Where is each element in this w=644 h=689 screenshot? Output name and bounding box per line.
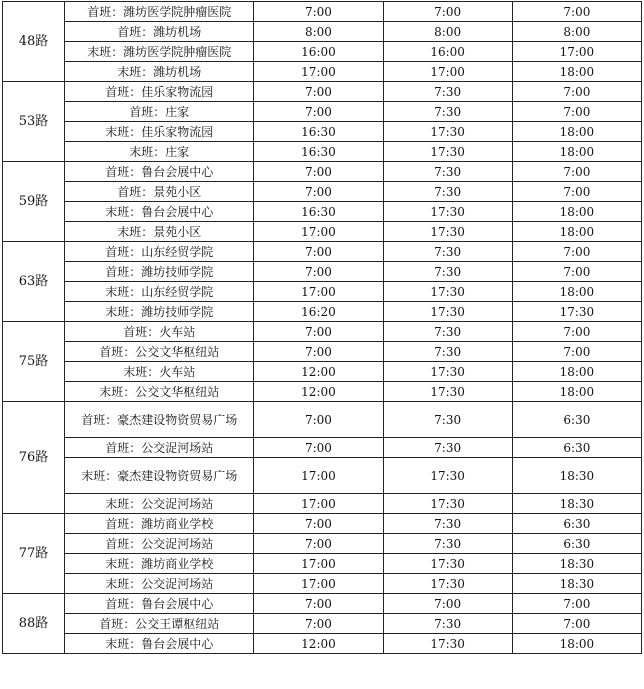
table-row [3, 282, 642, 302]
time-col-3: 18:00 [512, 282, 641, 302]
time-col-3: 18:00 [512, 62, 641, 82]
time-col-3: 18:30 [512, 554, 641, 574]
time-col-1: 7:00 [254, 182, 383, 202]
table-row [3, 102, 642, 122]
table-row [3, 514, 642, 534]
time-col-2: 17:30 [383, 554, 512, 574]
time-col-1: 16:00 [254, 42, 383, 62]
time-col-2: 16:00 [383, 42, 512, 62]
time-col-3: 7:00 [512, 594, 641, 614]
schedule-body [3, 2, 642, 654]
time-col-3: 18:00 [512, 122, 641, 142]
table-row [3, 362, 642, 382]
table-row [3, 594, 642, 614]
time-col-1: 16:30 [254, 142, 383, 162]
time-col-2: 17:30 [383, 302, 512, 322]
time-col-3: 17:30 [512, 302, 641, 322]
route-number: 59路 [3, 162, 65, 242]
time-col-2: 7:30 [383, 514, 512, 534]
table-row [3, 494, 642, 514]
time-col-3: 7:00 [512, 614, 641, 634]
table-row [3, 22, 642, 42]
time-col-3: 18:00 [512, 362, 641, 382]
table-row [3, 242, 642, 262]
time-col-1: 7:00 [254, 614, 383, 634]
stop-name: 首班：景苑小区 [65, 182, 254, 202]
stop-name: 首班：公交王谭枢纽站 [65, 614, 254, 634]
stop-name: 末班：公交浞河场站 [65, 494, 254, 514]
time-col-1: 7:00 [254, 322, 383, 342]
table-row [3, 534, 642, 554]
time-col-1: 7:00 [254, 438, 383, 458]
time-col-3: 6:30 [512, 438, 641, 458]
time-col-1: 12:00 [254, 362, 383, 382]
time-col-2: 7:30 [383, 438, 512, 458]
stop-name: 末班：公交浞河场站 [65, 574, 254, 594]
time-col-3: 7:00 [512, 162, 641, 182]
time-col-3: 18:00 [512, 202, 641, 222]
time-col-2: 17:30 [383, 282, 512, 302]
time-col-1: 7:00 [254, 82, 383, 102]
route-number: 76路 [3, 402, 65, 514]
table-row [3, 302, 642, 322]
table-row [3, 402, 642, 438]
table-row [3, 62, 642, 82]
table-row [3, 458, 642, 494]
time-col-1: 16:30 [254, 122, 383, 142]
time-col-3: 18:00 [512, 634, 641, 654]
time-col-1: 17:00 [254, 494, 383, 514]
time-col-3: 7:00 [512, 102, 641, 122]
time-col-1: 7:00 [254, 242, 383, 262]
time-col-1: 7:00 [254, 402, 383, 438]
stop-name: 末班：潍坊机场 [65, 62, 254, 82]
time-col-1: 7:00 [254, 342, 383, 362]
time-col-1: 7:00 [254, 262, 383, 282]
time-col-1: 17:00 [254, 222, 383, 242]
time-col-2: 7:30 [383, 162, 512, 182]
time-col-3: 6:30 [512, 534, 641, 554]
time-col-2: 17:30 [383, 634, 512, 654]
table-row [3, 382, 642, 402]
time-col-1: 17:00 [254, 62, 383, 82]
stop-name: 首班：潍坊医学院肿瘤医院 [65, 2, 254, 22]
stop-name: 首班：公交浞河场站 [65, 534, 254, 554]
time-col-3: 7:00 [512, 182, 641, 202]
time-col-2: 7:30 [383, 402, 512, 438]
stop-name: 末班：佳乐家物流园 [65, 122, 254, 142]
time-col-1: 7:00 [254, 514, 383, 534]
time-col-3: 7:00 [512, 262, 641, 282]
time-col-2: 17:30 [383, 494, 512, 514]
stop-name: 首班：鲁台会展中心 [65, 594, 254, 614]
time-col-2: 7:30 [383, 322, 512, 342]
time-col-1: 17:00 [254, 282, 383, 302]
route-number: 63路 [3, 242, 65, 322]
time-col-3: 7:00 [512, 2, 641, 22]
stop-name: 首班：庄家 [65, 102, 254, 122]
table-row [3, 342, 642, 362]
table-row [3, 162, 642, 182]
stop-name: 首班：潍坊技师学院 [65, 262, 254, 282]
time-col-2: 8:00 [383, 22, 512, 42]
time-col-3: 18:00 [512, 382, 641, 402]
time-col-2: 17:30 [383, 202, 512, 222]
time-col-2: 7:00 [383, 2, 512, 22]
stop-name: 首班：鲁台会展中心 [65, 162, 254, 182]
time-col-3: 7:00 [512, 322, 641, 342]
stop-name: 首班：佳乐家物流园 [65, 82, 254, 102]
table-row [3, 574, 642, 594]
stop-name: 末班：鲁台会展中心 [65, 202, 254, 222]
stop-name: 首班：公交文华枢纽站 [65, 342, 254, 362]
stop-name: 首班：公交浞河场站 [65, 438, 254, 458]
time-col-3: 18:30 [512, 494, 641, 514]
stop-name: 末班：潍坊商业学校 [65, 554, 254, 574]
time-col-3: 18:00 [512, 222, 641, 242]
time-col-2: 17:30 [383, 362, 512, 382]
time-col-2: 17:30 [383, 382, 512, 402]
time-col-2: 7:30 [383, 82, 512, 102]
time-col-2: 17:30 [383, 222, 512, 242]
time-col-3: 7:00 [512, 82, 641, 102]
time-col-1: 17:00 [254, 574, 383, 594]
table-row [3, 142, 642, 162]
time-col-2: 7:30 [383, 342, 512, 362]
table-row [3, 634, 642, 654]
time-col-1: 12:00 [254, 382, 383, 402]
stop-name: 末班：火车站 [65, 362, 254, 382]
route-number: 48路 [3, 2, 65, 82]
stop-name: 末班：庄家 [65, 142, 254, 162]
time-col-2: 17:30 [383, 574, 512, 594]
route-number: 75路 [3, 322, 65, 402]
time-col-1: 8:00 [254, 22, 383, 42]
time-col-2: 7:30 [383, 242, 512, 262]
time-col-2: 7:30 [383, 102, 512, 122]
time-col-3: 7:00 [512, 342, 641, 362]
table-row [3, 2, 642, 22]
time-col-3: 18:00 [512, 142, 641, 162]
stop-name: 末班：潍坊技师学院 [65, 302, 254, 322]
table-row [3, 262, 642, 282]
time-col-1: 16:20 [254, 302, 383, 322]
time-col-1: 7:00 [254, 162, 383, 182]
stop-name: 末班：景苑小区 [65, 222, 254, 242]
time-col-2: 7:30 [383, 182, 512, 202]
time-col-2: 7:30 [383, 262, 512, 282]
table-row [3, 202, 642, 222]
stop-name: 首班：潍坊商业学校 [65, 514, 254, 534]
time-col-1: 17:00 [254, 458, 383, 494]
time-col-3: 7:00 [512, 242, 641, 262]
time-col-2: 17:30 [383, 122, 512, 142]
table-row [3, 182, 642, 202]
time-col-1: 17:00 [254, 554, 383, 574]
stop-name: 末班：山东经贸学院 [65, 282, 254, 302]
time-col-2: 17:30 [383, 142, 512, 162]
time-col-1: 7:00 [254, 102, 383, 122]
table-row [3, 322, 642, 342]
route-number: 77路 [3, 514, 65, 594]
time-col-3: 6:30 [512, 514, 641, 534]
stop-name: 首班：山东经贸学院 [65, 242, 254, 262]
time-col-1: 16:30 [254, 202, 383, 222]
time-col-3: 18:30 [512, 458, 641, 494]
stop-name: 末班：公交文华枢纽站 [65, 382, 254, 402]
route-number: 53路 [3, 82, 65, 162]
time-col-2: 7:30 [383, 534, 512, 554]
time-col-1: 7:00 [254, 594, 383, 614]
time-col-2: 17:00 [383, 62, 512, 82]
bus-schedule-table [2, 1, 642, 654]
stop-name: 末班：潍坊医学院肿瘤医院 [65, 42, 254, 62]
time-col-2: 7:30 [383, 614, 512, 634]
time-col-3: 8:00 [512, 22, 641, 42]
table-row [3, 554, 642, 574]
table-row [3, 222, 642, 242]
table-row [3, 82, 642, 102]
stop-name: 首班：豪杰建设物资贸易广场 [65, 402, 254, 438]
time-col-2: 7:00 [383, 594, 512, 614]
time-col-1: 12:00 [254, 634, 383, 654]
time-col-3: 17:00 [512, 42, 641, 62]
time-col-2: 17:30 [383, 458, 512, 494]
stop-name: 末班：豪杰建设物资贸易广场 [65, 458, 254, 494]
time-col-3: 6:30 [512, 402, 641, 438]
route-number: 88路 [3, 594, 65, 654]
table-row [3, 438, 642, 458]
table-row [3, 614, 642, 634]
stop-name: 首班：火车站 [65, 322, 254, 342]
time-col-1: 7:00 [254, 534, 383, 554]
table-row [3, 122, 642, 142]
stop-name: 首班：潍坊机场 [65, 22, 254, 42]
time-col-3: 18:30 [512, 574, 641, 594]
stop-name: 末班：鲁台会展中心 [65, 634, 254, 654]
time-col-1: 7:00 [254, 2, 383, 22]
table-row [3, 42, 642, 62]
